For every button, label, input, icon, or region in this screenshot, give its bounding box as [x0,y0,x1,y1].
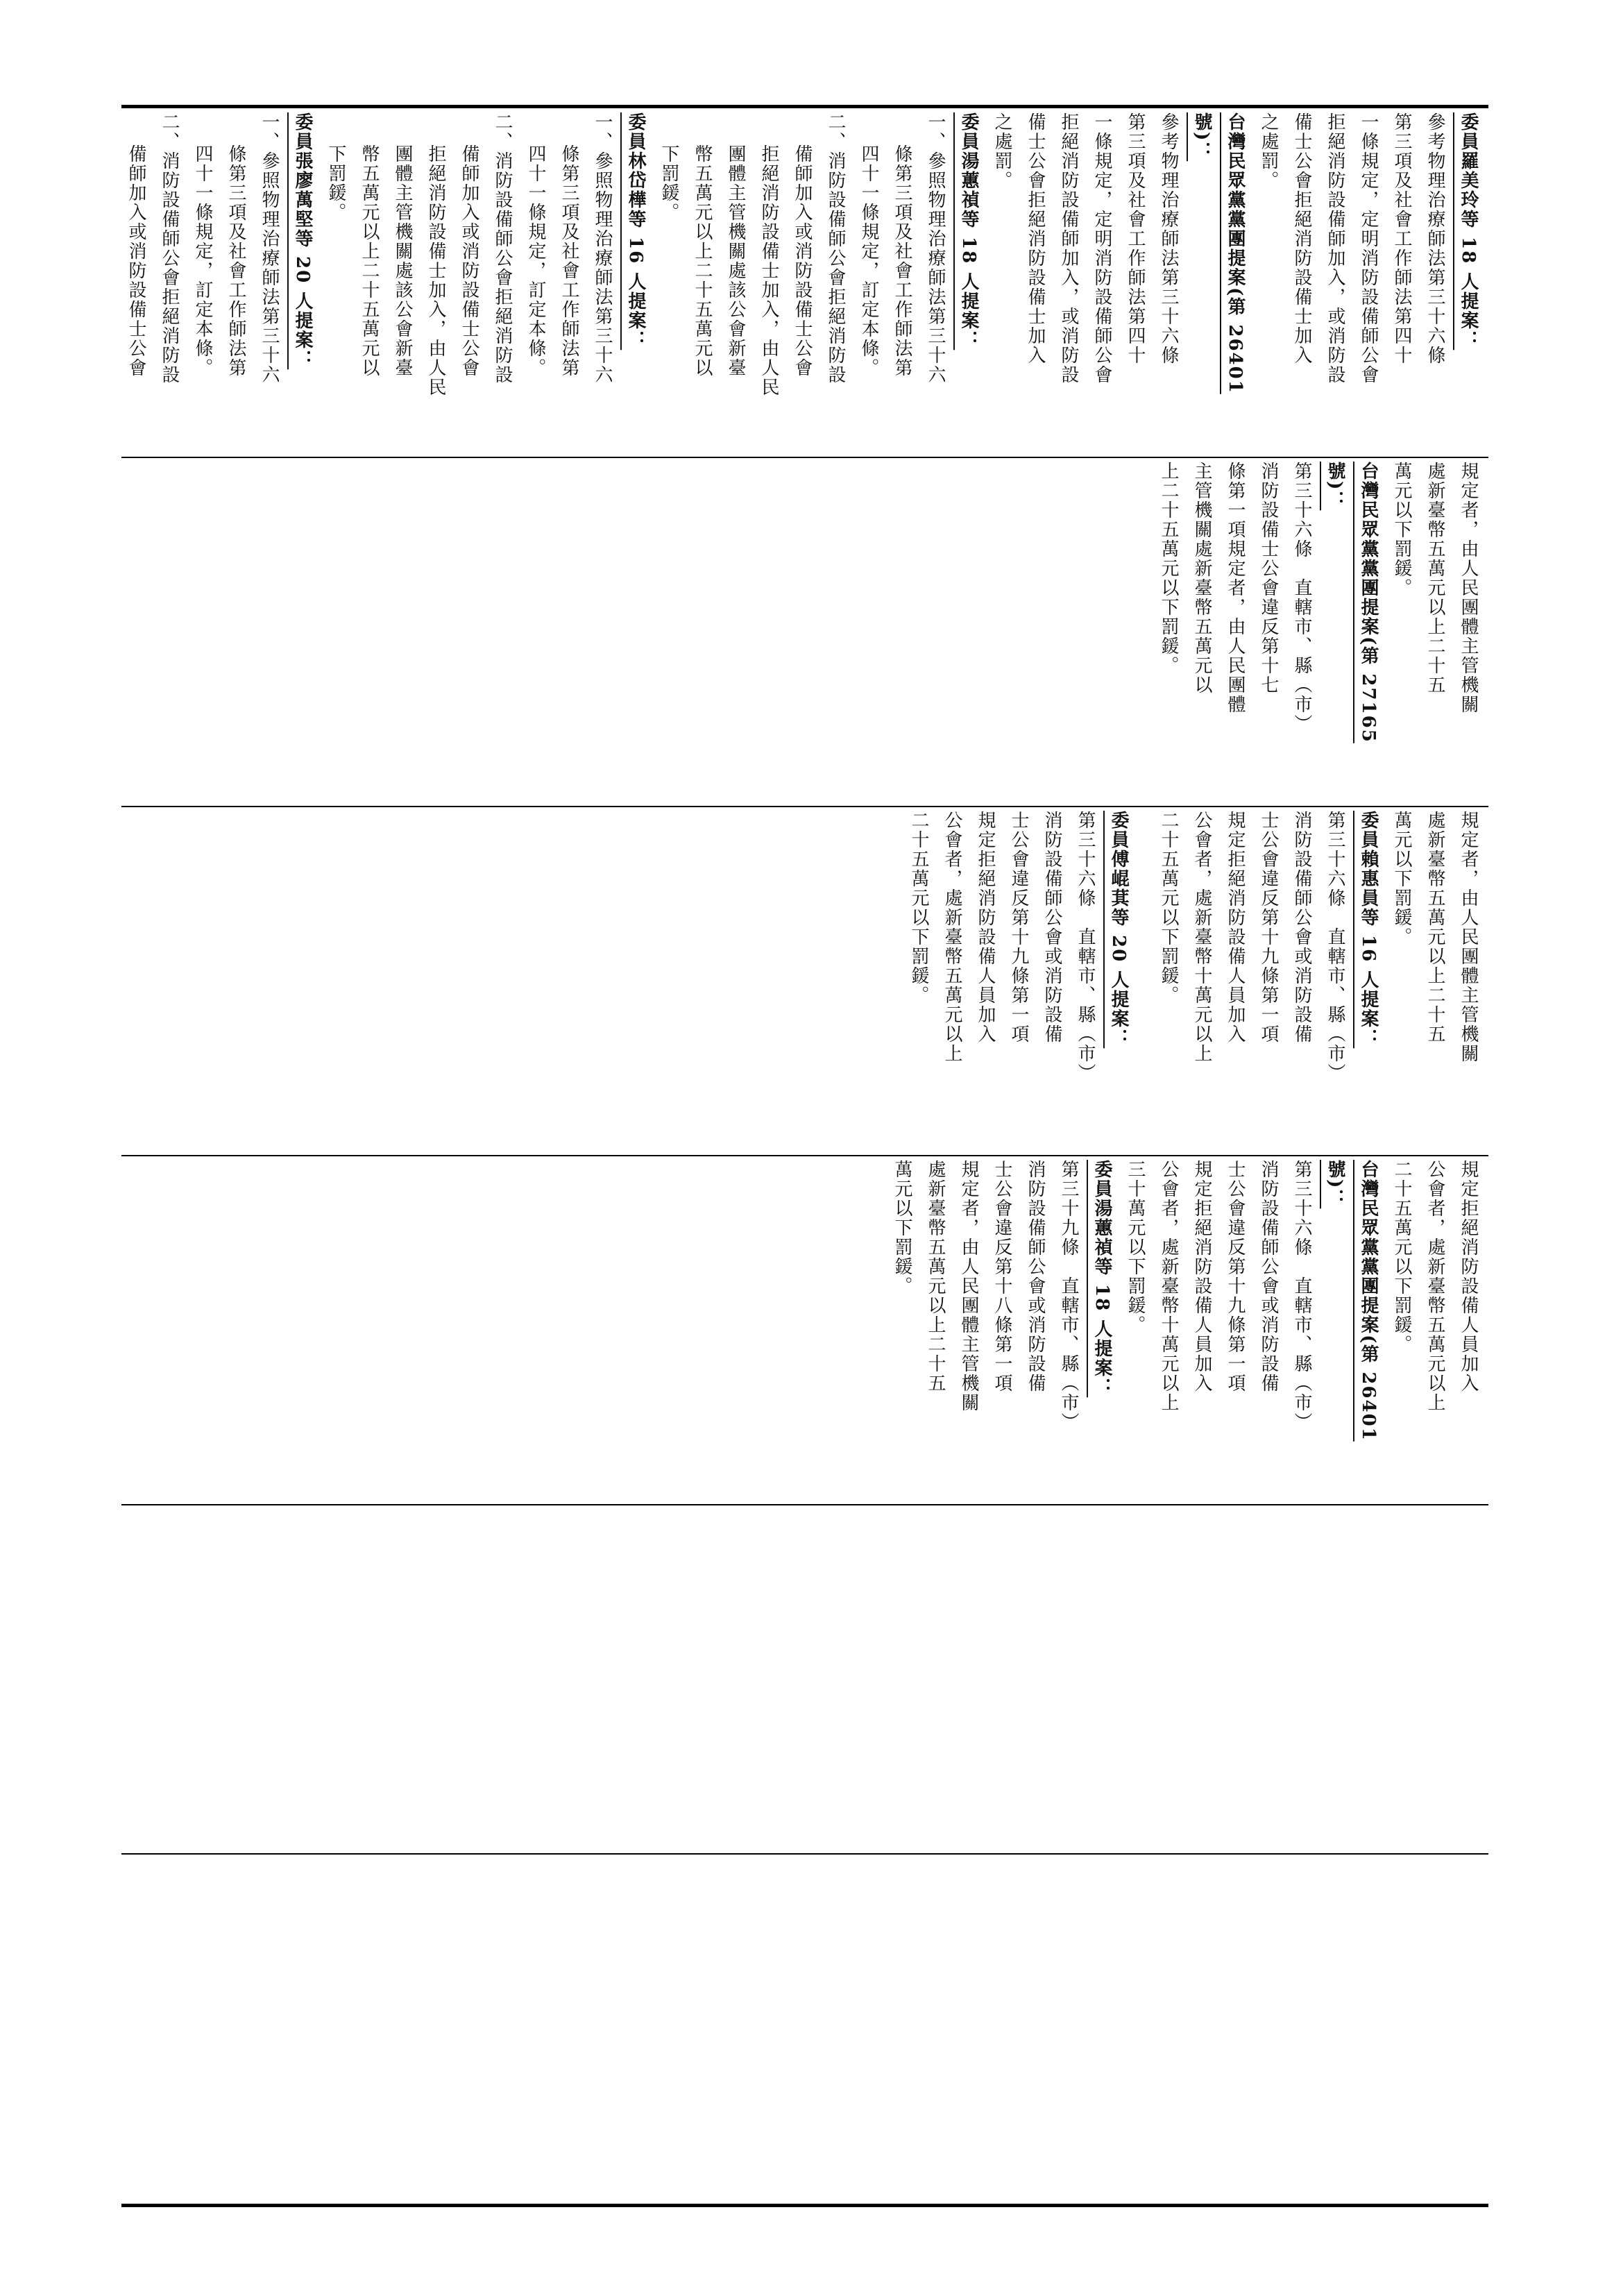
paragraph-gap [1135,811,1152,1151]
text-line: 上二十五萬元以下罰鍰。 [1158,462,1179,675]
text-line: 條第三項及社會工作師法第 [892,144,912,378]
column-block-1 [125,112,1485,453]
text-line: 公會者，處新臺幣十萬元以上 [1191,811,1212,1063]
text-line: 公會者，處新臺幣五萬元以上 [1425,1160,1445,1412]
text-line: 下罰鍰。 [325,144,346,222]
text-line: 下罰鍰。 [658,144,679,222]
text-line: 處新臺幣五萬元以上二十五 [1425,811,1445,1044]
text-line: 士公會違反第十九條第一項 [1008,811,1029,1044]
proposal-heading: 委員傅崐萁等 20 人提案： [1108,811,1129,1049]
text-line: 備師加入或消防設備士公會 [459,144,479,378]
text-line: 士公會違反第十八條第一項 [992,1160,1012,1393]
text-line: 規定者，由人民團體主管機關 [958,1160,979,1412]
text-line: 處新臺幣五萬元以上二十五 [1425,462,1445,695]
text-line: 第三項及社會工作師法第四十 [1125,112,1146,365]
text-line: 第三十六條 直轄市、縣（市） [1325,811,1345,1083]
row-divider-2 [121,806,1488,807]
row-divider-3 [121,1155,1488,1156]
text-line: 拒絕消防設備師加入，或消防設 [1325,112,1345,385]
text-line: 二十五萬元以下罰鍰。 [1391,1160,1412,1354]
text-line: 第三十九條 直轄市、縣（市） [1058,1160,1079,1432]
proposal-heading: 台灣民眾黨黨團提案(第 26401 [1358,1160,1379,1442]
text-line: 規定者，由人民團體主管機關 [1458,811,1479,1063]
text-line: 公會者，處新臺幣五萬元以上 [942,811,962,1063]
text-line: 之處罰。 [992,112,1012,190]
text-line: 萬元以下罰鍰。 [892,1160,912,1296]
text-line: 規定拒絕消防設備人員加入 [975,811,996,1044]
text-line: 第三項及社會工作師法第四十 [1391,112,1412,365]
text-line: 參考物理治療師法第三十六條 [1158,112,1179,365]
text-line: 之處罰。 [1258,112,1279,190]
text-line: 規定者，由人民團體主管機關 [1458,462,1479,714]
text-line: 二十五萬元以下罰鍰。 [1158,811,1179,1005]
text-line: 二、消防設備師公會拒絕消防設 [825,112,846,385]
text-line: 規定拒絕消防設備人員加入 [1458,1160,1479,1393]
text-line: 三十萬元以下罰鍰。 [1125,1160,1146,1335]
text-line: 主管機關處新臺幣五萬元以 [1191,462,1212,695]
text-line: 四十一條規定，訂定本條。 [858,144,879,378]
proposal-heading: 委員林岱樺等 16 人提案： [625,112,646,351]
proposal-heading: 委員羅美玲等 18 人提案： [1458,112,1479,351]
column-block-3 [125,811,1485,1151]
text-line: 條第三項及社會工作師法第 [559,144,579,378]
text-line: 規定拒絕消防設備人員加入 [1191,1160,1212,1393]
text-line: 一條規定，定明消防設備師公會 [1358,112,1379,385]
bottom-border [121,2204,1488,2207]
text-line: 士公會違反第十九條第一項 [1225,1160,1246,1393]
text-line: 幣五萬元以上二十五萬元以 [359,144,380,378]
proposal-heading: 號)： [1325,462,1345,511]
proposal-heading: 號)： [1325,1160,1345,1209]
text-line: 參考物理治療師法第三十六條 [1425,112,1445,365]
text-line: 處新臺幣五萬元以上二十五 [925,1160,946,1393]
proposal-heading: 委員賴惠員等 16 人提案： [1358,811,1379,1049]
text-line: 第三十六條 直轄市、縣（市） [1291,462,1312,734]
text-line: 二、消防設備師公會拒絕消防設 [492,112,513,385]
text-line: 萬元以下罰鍰。 [1391,811,1412,947]
text-line: 消防設備師公會或消防設備 [1025,1160,1046,1393]
text-line: 拒絕消防設備師加入，或消防設 [1058,112,1079,385]
row-divider-1 [121,457,1488,458]
text-line: 拒絕消防設備士加入，由人民 [758,144,779,397]
text-line: 幣五萬元以上二十五萬元以 [692,144,713,378]
row-divider-4 [121,1504,1488,1505]
text-line: 萬元以下罰鍰。 [1391,462,1412,598]
text-line: 一條規定，定明消防設備師公會 [1091,112,1112,385]
proposal-heading: 台灣民眾黨黨團提案(第 27165 [1358,462,1379,743]
text-line: 四十一條規定，訂定本條。 [192,144,213,378]
column-block-4 [125,1160,1485,1500]
text-line: 備師加入或消防設備士公會 [126,144,146,378]
text-line: 消防設備師公會或消防設備 [1042,811,1062,1044]
proposal-heading: 委員張廖萬堅等 20 人提案： [292,112,313,370]
row-divider-5 [121,1853,1488,1855]
text-line: 團體主管機關處該公會新臺 [725,144,746,378]
proposal-heading: 委員湯蕙禎等 18 人提案： [958,112,979,351]
text-line: 備士公會拒絕消防設備士加入 [1025,112,1046,365]
proposal-heading: 號)： [1191,112,1212,162]
text-line: 公會者，處新臺幣十萬元以上 [1158,1160,1179,1412]
text-line: 第三十六條 直轄市、縣（市） [1075,811,1096,1083]
text-line: 消防設備士公會違反第十七 [1258,462,1279,695]
column-block-2 [125,462,1485,802]
text-line: 消防設備師公會或消防設備 [1291,811,1312,1044]
text-line: 備師加入或消防設備士公會 [792,144,813,378]
text-line: 團體主管機關處該公會新臺 [392,144,413,378]
text-line: 消防設備師公會或消防設備 [1258,1160,1279,1393]
text-line: 備士公會拒絕消防設備士加入 [1291,112,1312,365]
text-line: 二、消防設備師公會拒絕消防設 [159,112,180,385]
text-line: 條第三項及社會工作師法第 [226,144,246,378]
text-line: 條第一項規定者，由人民團體 [1225,462,1246,714]
column-block-5 [125,1509,1485,1849]
text-line: 一、參照物理治療師法第三十六 [259,112,280,385]
proposal-heading: 台灣民眾黨黨團提案(第 26401 [1225,112,1246,394]
text-line: 士公會違反第十九條第一項 [1258,811,1279,1044]
text-line: 一、參照物理治療師法第三十六 [592,112,613,385]
text-line: 拒絕消防設備士加入，由人民 [425,144,446,397]
proposal-heading: 委員湯蕙禎等 18 人提案： [1091,1160,1112,1398]
text-line: 第三十六條 直轄市、縣（市） [1291,1160,1312,1432]
text-line: 規定拒絕消防設備人員加入 [1225,811,1246,1044]
text-line: 二十五萬元以下罰鍰。 [908,811,929,1005]
top-border [121,105,1488,108]
text-line: 一、參照物理治療師法第三十六 [925,112,946,385]
text-line: 四十一條規定，訂定本條。 [525,144,546,378]
